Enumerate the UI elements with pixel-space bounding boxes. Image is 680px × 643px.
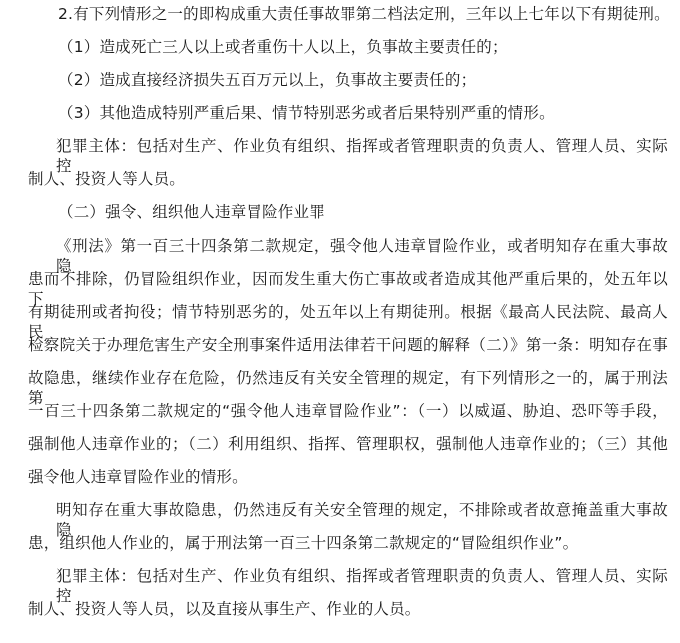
- list-item: （1）造成死亡三人以上或者重伤十人以上，负事故主要责任的；: [58, 38, 508, 56]
- paragraph-line: 犯罪主体：包括对生产、作业负有组织、指挥或者管理职责的负责人、管理人员、实际控: [56, 567, 668, 605]
- paragraph-line: 检察院关于办理危害生产安全刑事案件适用法律若干问题的解释（二）》第一条：明知存在事: [28, 336, 668, 354]
- paragraph-line: 患，组织他人作业的，属于刑法第一百三十四条第二款规定的“冒险组织作业”。: [28, 534, 579, 552]
- list-item: （3）其他造成特别严重后果、情节特别恶劣或者后果特别严重的情形。: [58, 104, 555, 122]
- paragraph-line: 有期徒刑或者拘役；情节特别恶劣的，处五年以上有期徒刑。根据《最高人民法院、最高人民: [28, 303, 668, 341]
- section-heading: （二）强令、组织他人违章冒险作业罪: [58, 203, 325, 221]
- paragraph-line: 一百三十四条第二款规定的“强令他人违章冒险作业”：（一）以威逼、胁迫、恐吓等手段，: [28, 402, 668, 420]
- paragraph-line: 故隐患，继续作业存在危险，仍然违反有关安全管理的规定，有下列情形之一的，属于刑法第: [28, 369, 668, 407]
- paragraph-line: 《刑法》第一百三十四条第二款规定，强令他人违章冒险作业，或者明知存在重大事故隐: [56, 237, 668, 275]
- paragraph-line: 明知存在重大事故隐患，仍然违反有关安全管理的规定，不排除或者故意掩盖重大事故隐: [56, 501, 668, 539]
- paragraph-line: 强制他人违章作业的；（二）利用组织、指挥、管理职权，强制他人违章作业的；（三）其他: [28, 435, 668, 453]
- paragraph-line: 制人、投资人等人员。: [28, 170, 186, 188]
- paragraph-line: 患而不排除，仍冒险组织作业，因而发生重大伤亡事故或者造成其他严重后果的，处五年以下: [28, 270, 668, 308]
- list-item: （2）造成直接经济损失五百万元以上，负事故主要责任的；: [58, 71, 477, 89]
- paragraph-line: 2.有下列情形之一的即构成重大责任事故罪第二档法定刑，三年以上七年以下有期徒刑。: [58, 5, 670, 23]
- paragraph-line: 制人、投资人等人员，以及直接从事生产、作业的人员。: [28, 600, 421, 618]
- paragraph-line: 犯罪主体：包括对生产、作业负有组织、指挥或者管理职责的负责人、管理人员、实际控: [56, 137, 668, 175]
- paragraph-line: 强令他人违章冒险作业的情形。: [28, 468, 248, 486]
